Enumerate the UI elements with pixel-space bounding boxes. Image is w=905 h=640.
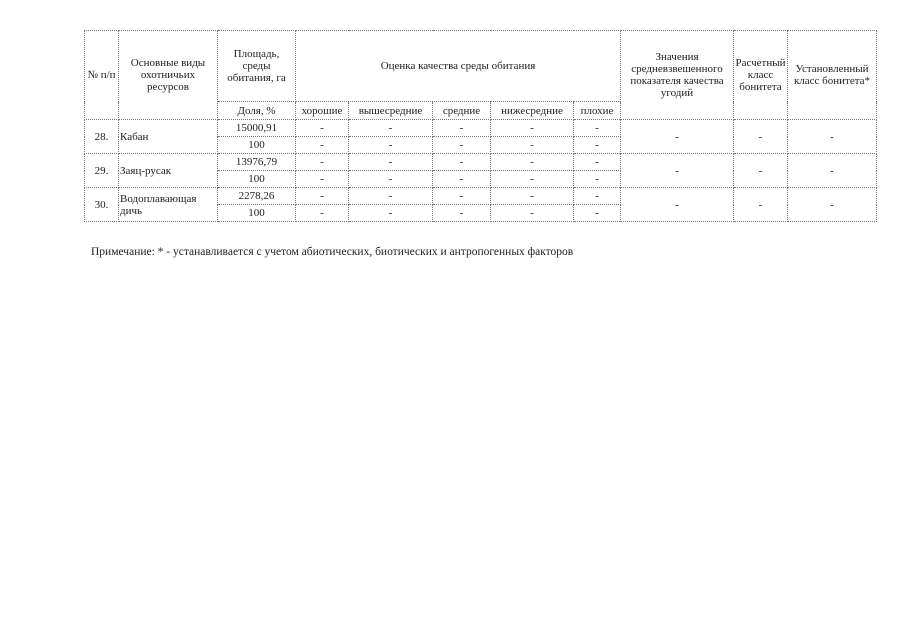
row-share-quality: - (296, 205, 349, 222)
row-share: 100 (218, 171, 296, 188)
row-share-quality: - (433, 171, 491, 188)
row-calc-class: - (734, 154, 788, 188)
table-row (85, 154, 877, 171)
row-share-quality: - (574, 171, 621, 188)
row-species: Водоплавающая дичь (119, 188, 218, 222)
header-num: № п/п (85, 31, 119, 120)
row-area-quality: - (433, 120, 491, 137)
row-num: 28. (85, 120, 119, 154)
row-weighted: - (621, 120, 734, 154)
row-share-quality: - (574, 137, 621, 154)
row-share-quality: - (349, 205, 433, 222)
row-share-quality: - (349, 171, 433, 188)
header-weighted: Значения средневзвешенного показателя качества угодий (621, 31, 734, 120)
row-weighted: - (621, 188, 734, 222)
row-share-quality: - (491, 205, 574, 222)
header-avg: средние (433, 102, 491, 120)
header-below-avg: нижесредние (491, 102, 574, 120)
row-area-quality: - (574, 154, 621, 171)
header-area: Площадь, среды обитания, га (218, 31, 296, 102)
header-calc-class: Расчетный класс бонитета (734, 31, 788, 120)
table-row (85, 120, 877, 137)
row-share-quality: - (574, 205, 621, 222)
row-share: 100 (218, 205, 296, 222)
row-set-class: - (788, 188, 877, 222)
header-poor: плохие (574, 102, 621, 120)
row-area-quality: - (349, 188, 433, 205)
row-set-class: - (788, 120, 877, 154)
row-area-quality: - (296, 154, 349, 171)
row-area-quality: - (491, 188, 574, 205)
row-area-quality: - (349, 120, 433, 137)
row-area: 2278,26 (218, 188, 296, 205)
row-area-quality: - (349, 154, 433, 171)
row-share-quality: - (296, 137, 349, 154)
row-area-quality: - (433, 188, 491, 205)
table-row (85, 188, 877, 205)
row-area: 13976,79 (218, 154, 296, 171)
row-calc-class: - (734, 188, 788, 222)
row-share-quality: - (296, 171, 349, 188)
header-species: Основные виды охотничьих ресурсов (119, 31, 218, 120)
row-area-quality: - (433, 154, 491, 171)
row-area-quality: - (574, 188, 621, 205)
row-share-quality: - (433, 205, 491, 222)
row-share-quality: - (491, 171, 574, 188)
row-share-quality: - (491, 137, 574, 154)
row-area-quality: - (296, 120, 349, 137)
habitat-quality-table (84, 30, 877, 222)
header-good: хорошие (296, 102, 349, 120)
header-quality: Оценка качества среды обитания (296, 31, 621, 102)
footnote: Примечание: * - устанавливается с учетом абиотических, биотических и антропогенных факторов (91, 246, 574, 258)
row-share-quality: - (349, 137, 433, 154)
row-area-quality: - (491, 154, 574, 171)
row-area: 15000,91 (218, 120, 296, 137)
row-species: Кабан (119, 120, 218, 154)
header-above-avg: вышесредние (349, 102, 433, 120)
row-area-quality: - (296, 188, 349, 205)
row-weighted: - (621, 154, 734, 188)
row-area-quality: - (491, 120, 574, 137)
row-calc-class: - (734, 120, 788, 154)
row-area-quality: - (574, 120, 621, 137)
row-share-quality: - (433, 137, 491, 154)
row-num: 30. (85, 188, 119, 222)
row-num: 29. (85, 154, 119, 188)
header-set-class: Установленный класс бонитета* (788, 31, 877, 120)
row-set-class: - (788, 154, 877, 188)
row-species: Заяц-русак (119, 154, 218, 188)
header-share: Доля, % (218, 102, 296, 120)
row-share: 100 (218, 137, 296, 154)
